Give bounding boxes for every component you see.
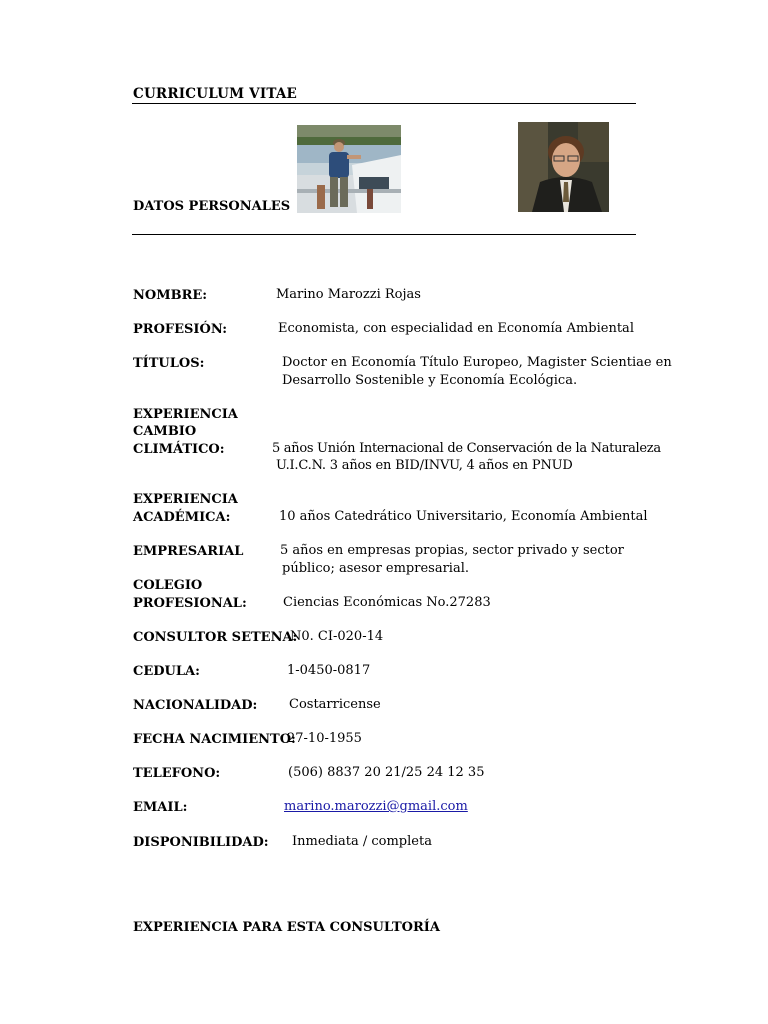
label-academica-line2: ACADÉMICA: [133,510,231,525]
value-setena: N0. CI-020-14 [290,629,384,644]
value-empresarial-line2: público; asesor empresarial. [282,561,469,576]
value-nacionalidad: Costarricense [289,697,381,712]
label-empresarial: EMPRESARIAL [133,544,244,559]
label-cambio-line3: CLIMÁTICO: [133,442,225,457]
section-heading-personal: DATOS PERSONALES [133,199,291,214]
label-disponibilidad: DISPONIBILIDAD: [133,835,269,850]
photo-boat [297,125,401,213]
label-colegio-line1: COLEGIO [133,578,203,593]
value-nombre: Marino Marozzi Rojas [276,287,421,302]
label-cambio-line2: CAMBIO [133,424,197,439]
label-nacimiento: FECHA NACIMIENTO: [133,732,296,747]
value-titulos-line2: Desarrollo Sostenible y Economía Ecológica. [282,373,578,388]
value-cambio-line1: 5 años Unión Internacional de Conservación de la Naturaleza [272,441,661,456]
label-cambio-line1: EXPERIENCIA [133,407,238,422]
label-colegio-line2: PROFESIONAL: [133,596,247,611]
label-academica-line1: EXPERIENCIA [133,492,238,507]
value-nacimiento: 27-10-1955 [287,731,362,746]
label-profesion: PROFESIÓN: [133,322,228,337]
value-colegio: Ciencias Económicas No.27283 [283,595,491,610]
title-divider [132,103,636,104]
label-telefono: TELEFONO: [133,766,221,781]
document-title: CURRICULUM VITAE [133,86,298,102]
label-nombre: NOMBRE: [133,288,208,303]
photo-portrait [518,122,609,212]
section-divider [132,234,636,235]
section-heading-experience: EXPERIENCIA PARA ESTA CONSULTORÍA [133,920,440,935]
label-cedula: CEDULA: [133,664,200,679]
value-academica: 10 años Catedrático Universitario, Economía Ambiental [279,509,648,524]
label-email: EMAIL: [133,800,188,815]
value-titulos-line1: Doctor en Economía Título Europeo, Magister Scientiae en [282,355,672,370]
label-nacionalidad: NACIONALIDAD: [133,698,258,713]
value-empresarial-line1: 5 años en empresas propias, sector privado y sector [280,543,624,558]
label-setena: CONSULTOR SETENA: [133,630,298,645]
value-profesion: Economista, con especialidad en Economía Ambiental [278,321,634,336]
email-link[interactable]: marino.marozzi@gmail.com [284,799,468,814]
value-disponibilidad: Inmediata / completa [292,834,432,849]
label-titulos: TÍTULOS: [133,356,205,371]
value-cedula: 1-0450-0817 [287,663,371,678]
value-cambio-line2: U.I.C.N. 3 años en BID/INVU, 4 años en PNUD [276,458,573,473]
value-telefono: (506) 8837 20 21/25 24 12 35 [288,765,485,780]
